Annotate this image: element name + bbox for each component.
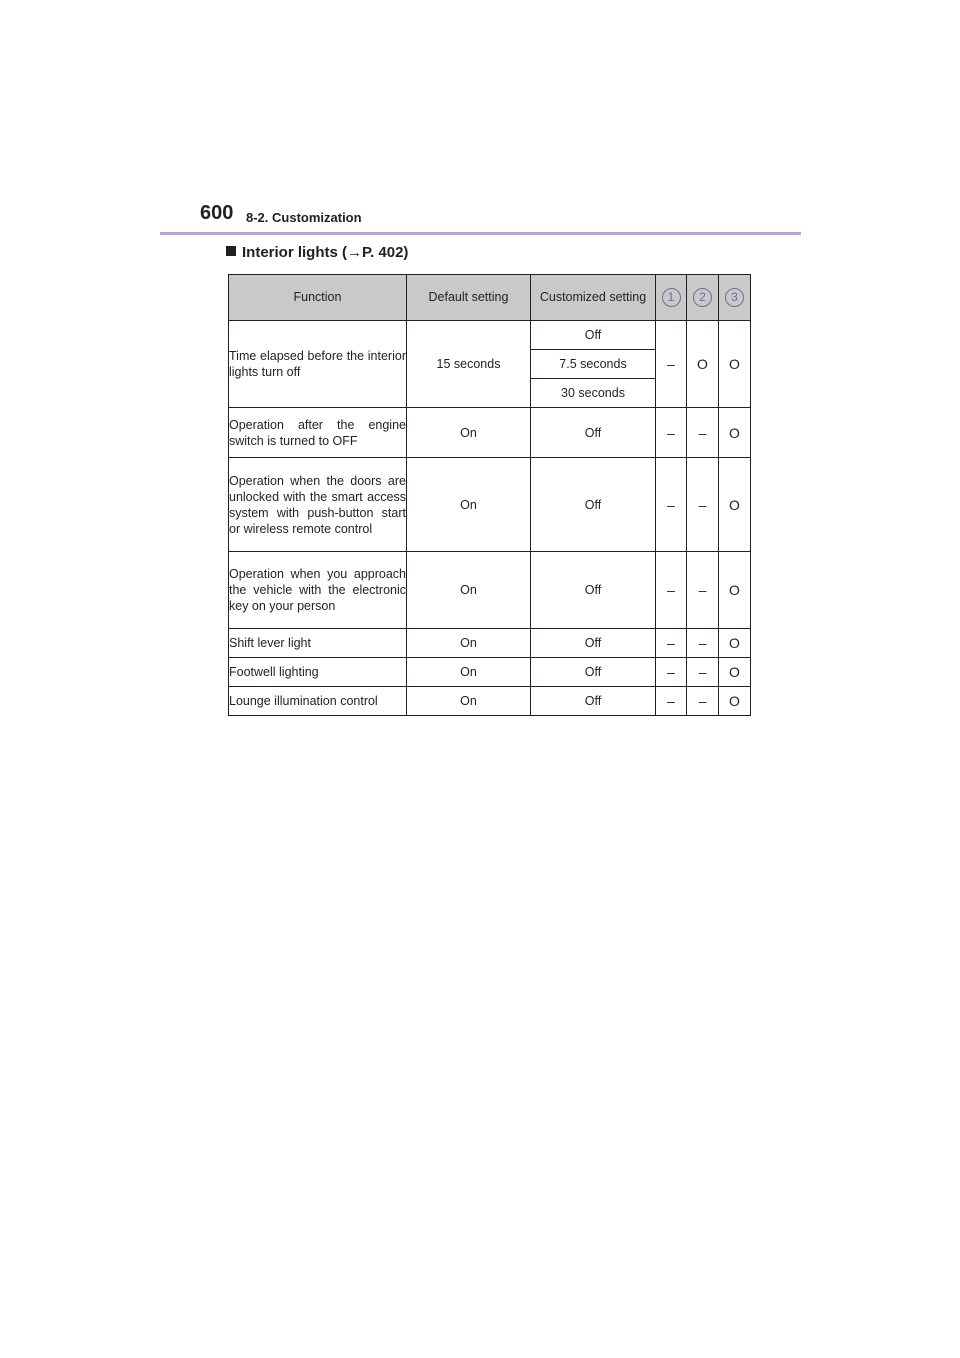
- section-heading: [226, 244, 408, 261]
- customized-cell: 30 seconds: [531, 379, 656, 408]
- function-cell: Lounge illumination control: [229, 687, 407, 716]
- arrow-icon: →: [347, 244, 362, 261]
- circled-number-1-icon: 1: [662, 288, 681, 307]
- customized-cell: Off: [531, 408, 656, 458]
- setting-3-cell: O: [719, 629, 751, 658]
- setting-3-cell: O: [719, 687, 751, 716]
- setting-2-cell: –: [687, 658, 719, 687]
- setting-3-cell: O: [719, 552, 751, 629]
- setting-3-cell: O: [719, 658, 751, 687]
- function-cell: Operation when the doors are unlocked with the smart access system with push-button start or wireless remote control: [229, 458, 407, 552]
- table-row: [229, 552, 751, 629]
- table-row: [229, 408, 751, 458]
- square-bullet-icon: [226, 246, 236, 256]
- table-row: [229, 321, 751, 350]
- customization-table: [228, 274, 751, 716]
- table-header-row: [229, 275, 751, 321]
- setting-1-cell: –: [656, 658, 687, 687]
- customized-cell: Off: [531, 552, 656, 629]
- customized-cell: Off: [531, 458, 656, 552]
- page-reference-link[interactable]: P. 402): [362, 244, 409, 261]
- customized-cell: Off: [531, 629, 656, 658]
- setting-2-cell: O: [687, 321, 719, 408]
- default-cell: On: [407, 408, 531, 458]
- table-row: [229, 458, 751, 552]
- circled-number-2-icon: 2: [693, 288, 712, 307]
- column-header-function: Function: [229, 275, 407, 321]
- column-header-3: [719, 275, 751, 321]
- default-cell: On: [407, 658, 531, 687]
- table-row: [229, 629, 751, 658]
- default-cell: On: [407, 629, 531, 658]
- circled-number-3-icon: 3: [725, 288, 744, 307]
- setting-3-cell: O: [719, 458, 751, 552]
- column-header-default: Default setting: [407, 275, 531, 321]
- function-cell: Time elapsed before the interior lights turn off: [229, 321, 407, 408]
- setting-2-cell: –: [687, 629, 719, 658]
- header-divider: [160, 232, 801, 235]
- setting-1-cell: –: [656, 408, 687, 458]
- function-cell: Operation when you approach the vehicle with the electronic key on your person: [229, 552, 407, 629]
- setting-3-cell: O: [719, 408, 751, 458]
- column-header-1: [656, 275, 687, 321]
- setting-1-cell: –: [656, 687, 687, 716]
- default-cell: On: [407, 687, 531, 716]
- setting-1-cell: –: [656, 629, 687, 658]
- customized-cell: Off: [531, 687, 656, 716]
- setting-2-cell: –: [687, 552, 719, 629]
- default-cell: On: [407, 552, 531, 629]
- function-cell: Shift lever light: [229, 629, 407, 658]
- customized-cell: Off: [531, 658, 656, 687]
- table-row: [229, 687, 751, 716]
- setting-1-cell: –: [656, 552, 687, 629]
- function-cell: Footwell lighting: [229, 658, 407, 687]
- function-cell: Operation after the engine switch is turned to OFF: [229, 408, 407, 458]
- setting-3-cell: O: [719, 321, 751, 408]
- default-cell: On: [407, 458, 531, 552]
- chapter-title: 8-2. Customization: [246, 210, 362, 225]
- setting-2-cell: –: [687, 687, 719, 716]
- column-header-2: [687, 275, 719, 321]
- page-number: 600: [200, 202, 234, 224]
- setting-2-cell: –: [687, 458, 719, 552]
- setting-1-cell: –: [656, 321, 687, 408]
- customized-cell: Off: [531, 321, 656, 350]
- setting-1-cell: –: [656, 458, 687, 552]
- setting-2-cell: –: [687, 408, 719, 458]
- table-row: [229, 658, 751, 687]
- default-cell: 15 seconds: [407, 321, 531, 408]
- section-title-text: Interior lights (: [242, 244, 347, 261]
- customized-cell: 7.5 seconds: [531, 350, 656, 379]
- column-header-customized: Customized setting: [531, 275, 656, 321]
